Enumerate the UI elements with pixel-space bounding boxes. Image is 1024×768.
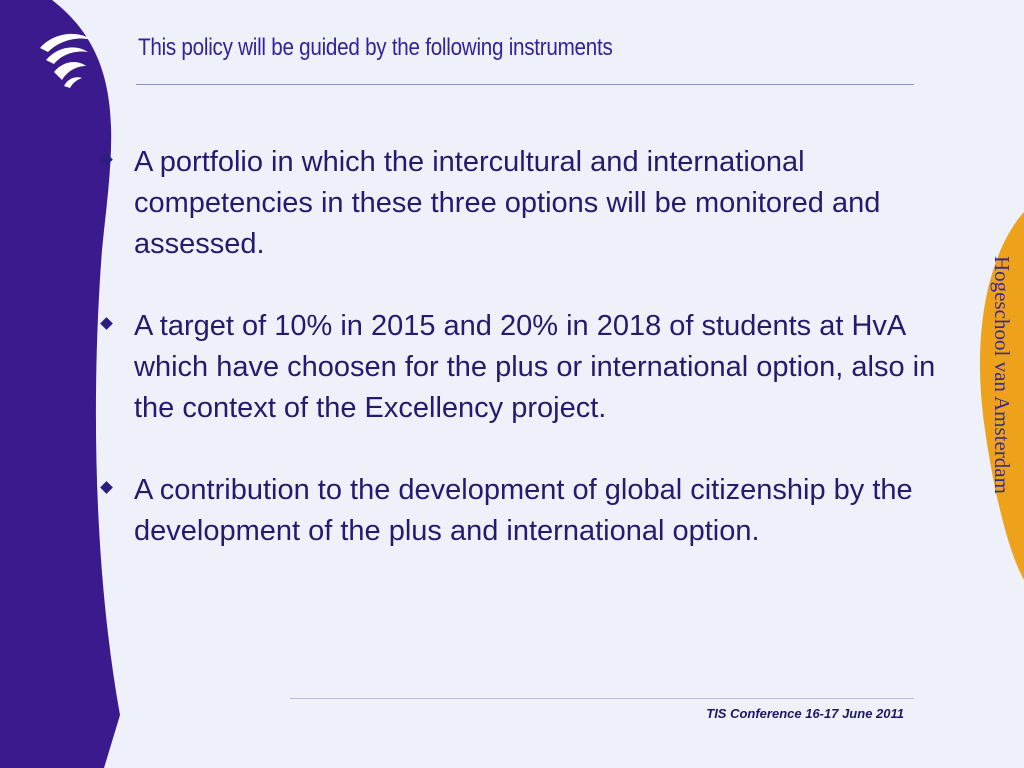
- bullet-item: [98, 142, 948, 265]
- diamond-bullet-icon: [100, 481, 113, 494]
- bullet-item: [98, 306, 948, 429]
- footer-divider: [290, 698, 914, 699]
- bullet-text: A target of 10% in 2015 and 20% in 2018 of students at HvA which have choosen for the plus or international option, also in the context of the Excellency project.: [134, 310, 936, 424]
- footer-text: TIS Conference 16-17 June 2011: [706, 706, 904, 721]
- side-brand-text: Hogeschool van Amsterdam: [990, 256, 1014, 494]
- slide-title: This policy will be guided by the following instruments: [138, 34, 613, 61]
- bullet-list: [98, 142, 948, 593]
- hva-flame-logo-icon: [34, 26, 98, 90]
- title-divider: [136, 84, 914, 85]
- diamond-bullet-icon: [100, 153, 113, 166]
- diamond-bullet-icon: [100, 317, 113, 330]
- bullet-item: [98, 470, 948, 552]
- bullet-text: A portfolio in which the intercultural and international competencies in these three options will be monitored and assessed.: [134, 146, 881, 260]
- bullet-text: A contribution to the development of global citizenship by the development of the plus and international option.: [134, 474, 913, 547]
